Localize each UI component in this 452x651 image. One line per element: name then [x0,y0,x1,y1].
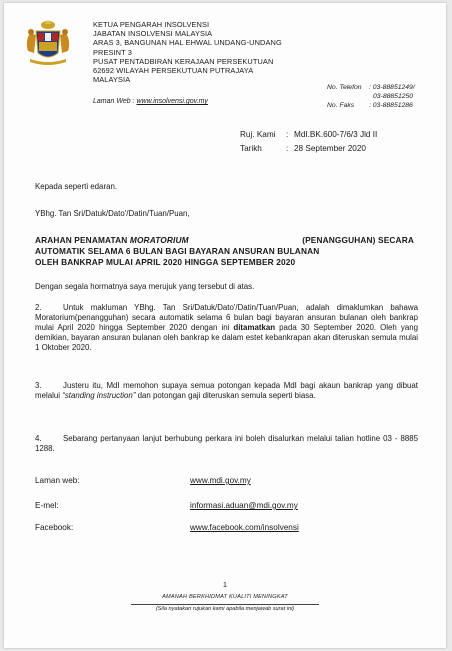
contact-email [35,501,298,510]
address-line: MALAYSIA [93,75,131,85]
phone-fax-block [327,83,415,110]
email-link[interactable]: informasi.aduan@mdi.gov.my [190,501,298,510]
sender-address [93,20,282,84]
address-line: JABATAN INSOLVENSI MALAYSIA [93,29,213,39]
paragraph-number: 3. [35,381,42,390]
website-label: Laman Web : [93,98,135,105]
address-line: PRESINT 3 [93,47,132,57]
salutation: YBhg. Tan Sri/Datuk/Dato'/Datin/Tuan/Puan, [35,209,190,218]
fax-label: No. Faks [327,102,355,109]
letter-subject: ARAHAN PENAMATAN MORATORIUM (PENANGGUHAN) SECARA AUTOMATIK SELAMA 6 BULAN BAGI BAYARAN ANSURAN BULANAN OLEH BANKRAP MULAI APRIL 2020 HINGGA SEPTEMBER 2020 [35,235,414,267]
reference-number: MdI.BK.600-7/6/3 Jld II [294,130,378,139]
telephone-value-2: 03-88851250 [373,93,414,100]
footer-note: (Sila nyatakan rujukan kami apabila menjawab surat ini) [155,606,295,612]
reference-label: Ruj. Kami [240,130,276,139]
fax-value: : 03-88851286 [369,102,413,109]
facebook-link[interactable]: www.facebook.com/insolvensi [190,523,299,532]
contact-label: E-mel: [35,501,59,510]
footer-motto: AMANAH BERKHIDMAT KUALITI MENINGKAT [162,594,288,600]
letter-date: 28 September 2020 [294,144,366,153]
paragraph-2: 2. Untuk makluman YBhg. Tan Sri/Datuk/Dato'/Datin/Tuan/Puan, adalah dimaklumkan bahawa Moratorium(penangguhan) secara automatik selama 6 bulan bagi bayaran ansuran bulanan oleh bankrap mulai April 2020 hingga September 2020 dengan ini ditamatkan pada 30 September 2020. Oleh yang demikian, bayaran ansuran bulanan oleh bankrap ke dalam estet kebankrapan akan diteruskan semula mulai 1 Oktober 2020. [35,303,418,352]
website-link[interactable]: www.mdi.gov.my [190,476,251,485]
paragraph-4: 4. Sebarang pertanyaan lanjut berhubung perkara ini boleh disalurkan melalui talian hotline 03 - 8885 1288. [35,434,418,453]
address-line: 62692 WILAYAH PERSEKUTUAN PUTRAJAYA [93,66,254,76]
header-website [93,98,208,105]
letter-page [4,3,446,648]
date-label: Tarikh [240,144,262,153]
address-line: PUSAT PENTADBIRAN KERAJAAN PERSEKUTUAN [93,56,274,66]
footer-divider [131,604,319,605]
website-link[interactable]: www.insolvensi.gov.my [136,98,208,105]
contact-label: Facebook: [35,523,74,532]
subject-emphasis: MORATORIUM [129,235,189,245]
contact-website [35,476,251,485]
recipient-line: Kepada seperti edaran. [35,182,118,191]
telephone-label: No. Telefon [327,84,362,91]
address-line: ARAS 3, BANGUNAN HAL EHWAL UNDANG-UNDANG [93,38,282,48]
opening-paragraph: Dengan segala hormatnya saya merujuk yang tersebut di atas. [35,282,255,291]
contact-facebook [35,523,299,532]
coat-of-arms-icon [22,19,74,67]
reference-block: Ruj. Kami : MdI.BK.600-7/6/3 Jld II Tarikh : 28 September 2020 [240,128,377,156]
address-line: KETUA PENGARAH INSOLVENSI [93,20,210,29]
contact-label: Laman web: [35,476,80,485]
paragraph-number: 4. [35,434,42,443]
telephone-value: : 03-88851249/ [369,84,415,91]
paragraph-3: 3. Justeru itu, MdI memohon supaya semua potongan kepada MdI bagi akaun bankrap yang dibuat melalui “standing instruction” dan potongan gaji diteruskan semula seperti biasa. [35,381,418,400]
paragraph-number: 2. [35,303,42,312]
page-number: 1 [222,580,228,589]
